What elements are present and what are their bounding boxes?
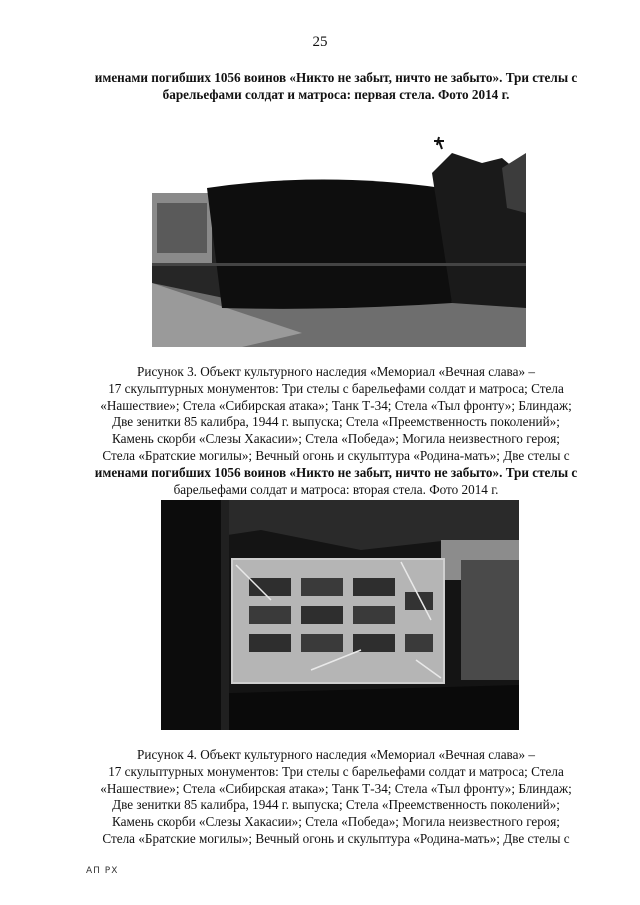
page-number: 25 [312,34,328,50]
caption-line: Две зенитки 85 калибра, 1944 г. выпуска; Стела «Преемственность поколений»; [112,414,560,430]
caption-line: барельефами солдат и матроса: первая стела. Фото 2014 г. [162,86,510,102]
caption-line: Камень скорби «Слезы Хакасии»; Стела «Победа»; Могила неизвестного героя; [112,431,560,447]
photo-first-stela [152,133,526,347]
caption-line: 17 скульптурных монументов: Три стелы с барельефами солдат и матроса; Стела [108,380,564,396]
figure-3-caption [86,364,586,498]
caption-line: «Нашествие»; Стела «Сибирская атака»; Танк Т-34; Стела «Тыл фронту»; Блиндаж; [100,780,572,796]
caption-line: Стела «Братские могилы»; Вечный огонь и скульптура «Родина-мать»; Две стелы с [102,447,570,463]
caption-line: Стела «Братские могилы»; Вечный огонь и скульптура «Родина-мать»; Две стелы с [102,830,570,846]
caption-line: 17 скульптурных монументов: Три стелы с барельефами солдат и матроса; Стела [108,763,564,779]
caption-line: Две зенитки 85 калибра, 1944 г. выпуска; Стела «Преемственность поколений»; [112,797,560,813]
caption-line: именами погибших 1056 воинов «Никто не забыт, ничто не забыто». Три стелы с [94,70,578,85]
caption-line: «Нашествие»; Стела «Сибирская атака»; Танк Т-34; Стела «Тыл фронту»; Блиндаж; [100,397,572,413]
photo-second-stela-image [161,500,519,730]
top-caption [86,70,586,104]
caption-line: Рисунок 4. Объект культурного наследия «Мемориал «Вечная слава» – [137,747,535,762]
caption-line: Камень скорби «Слезы Хакасии»; Стела «Победа»; Могила неизвестного героя; [112,814,560,830]
caption-line: Рисунок 3. Объект культурного наследия «Мемориал «Вечная слава» – [137,364,535,379]
photo-first-stela-image [152,133,526,347]
caption-line: именами погибших 1056 воинов «Никто не забыт, ничто не забыто». Три стелы с [94,464,578,480]
figure-4-caption [86,747,586,848]
archive-stamp: АП РХ [86,866,119,876]
photo-second-stela [161,500,519,730]
caption-line: барельефами солдат и матроса: вторая стела. Фото 2014 г. [173,481,499,497]
